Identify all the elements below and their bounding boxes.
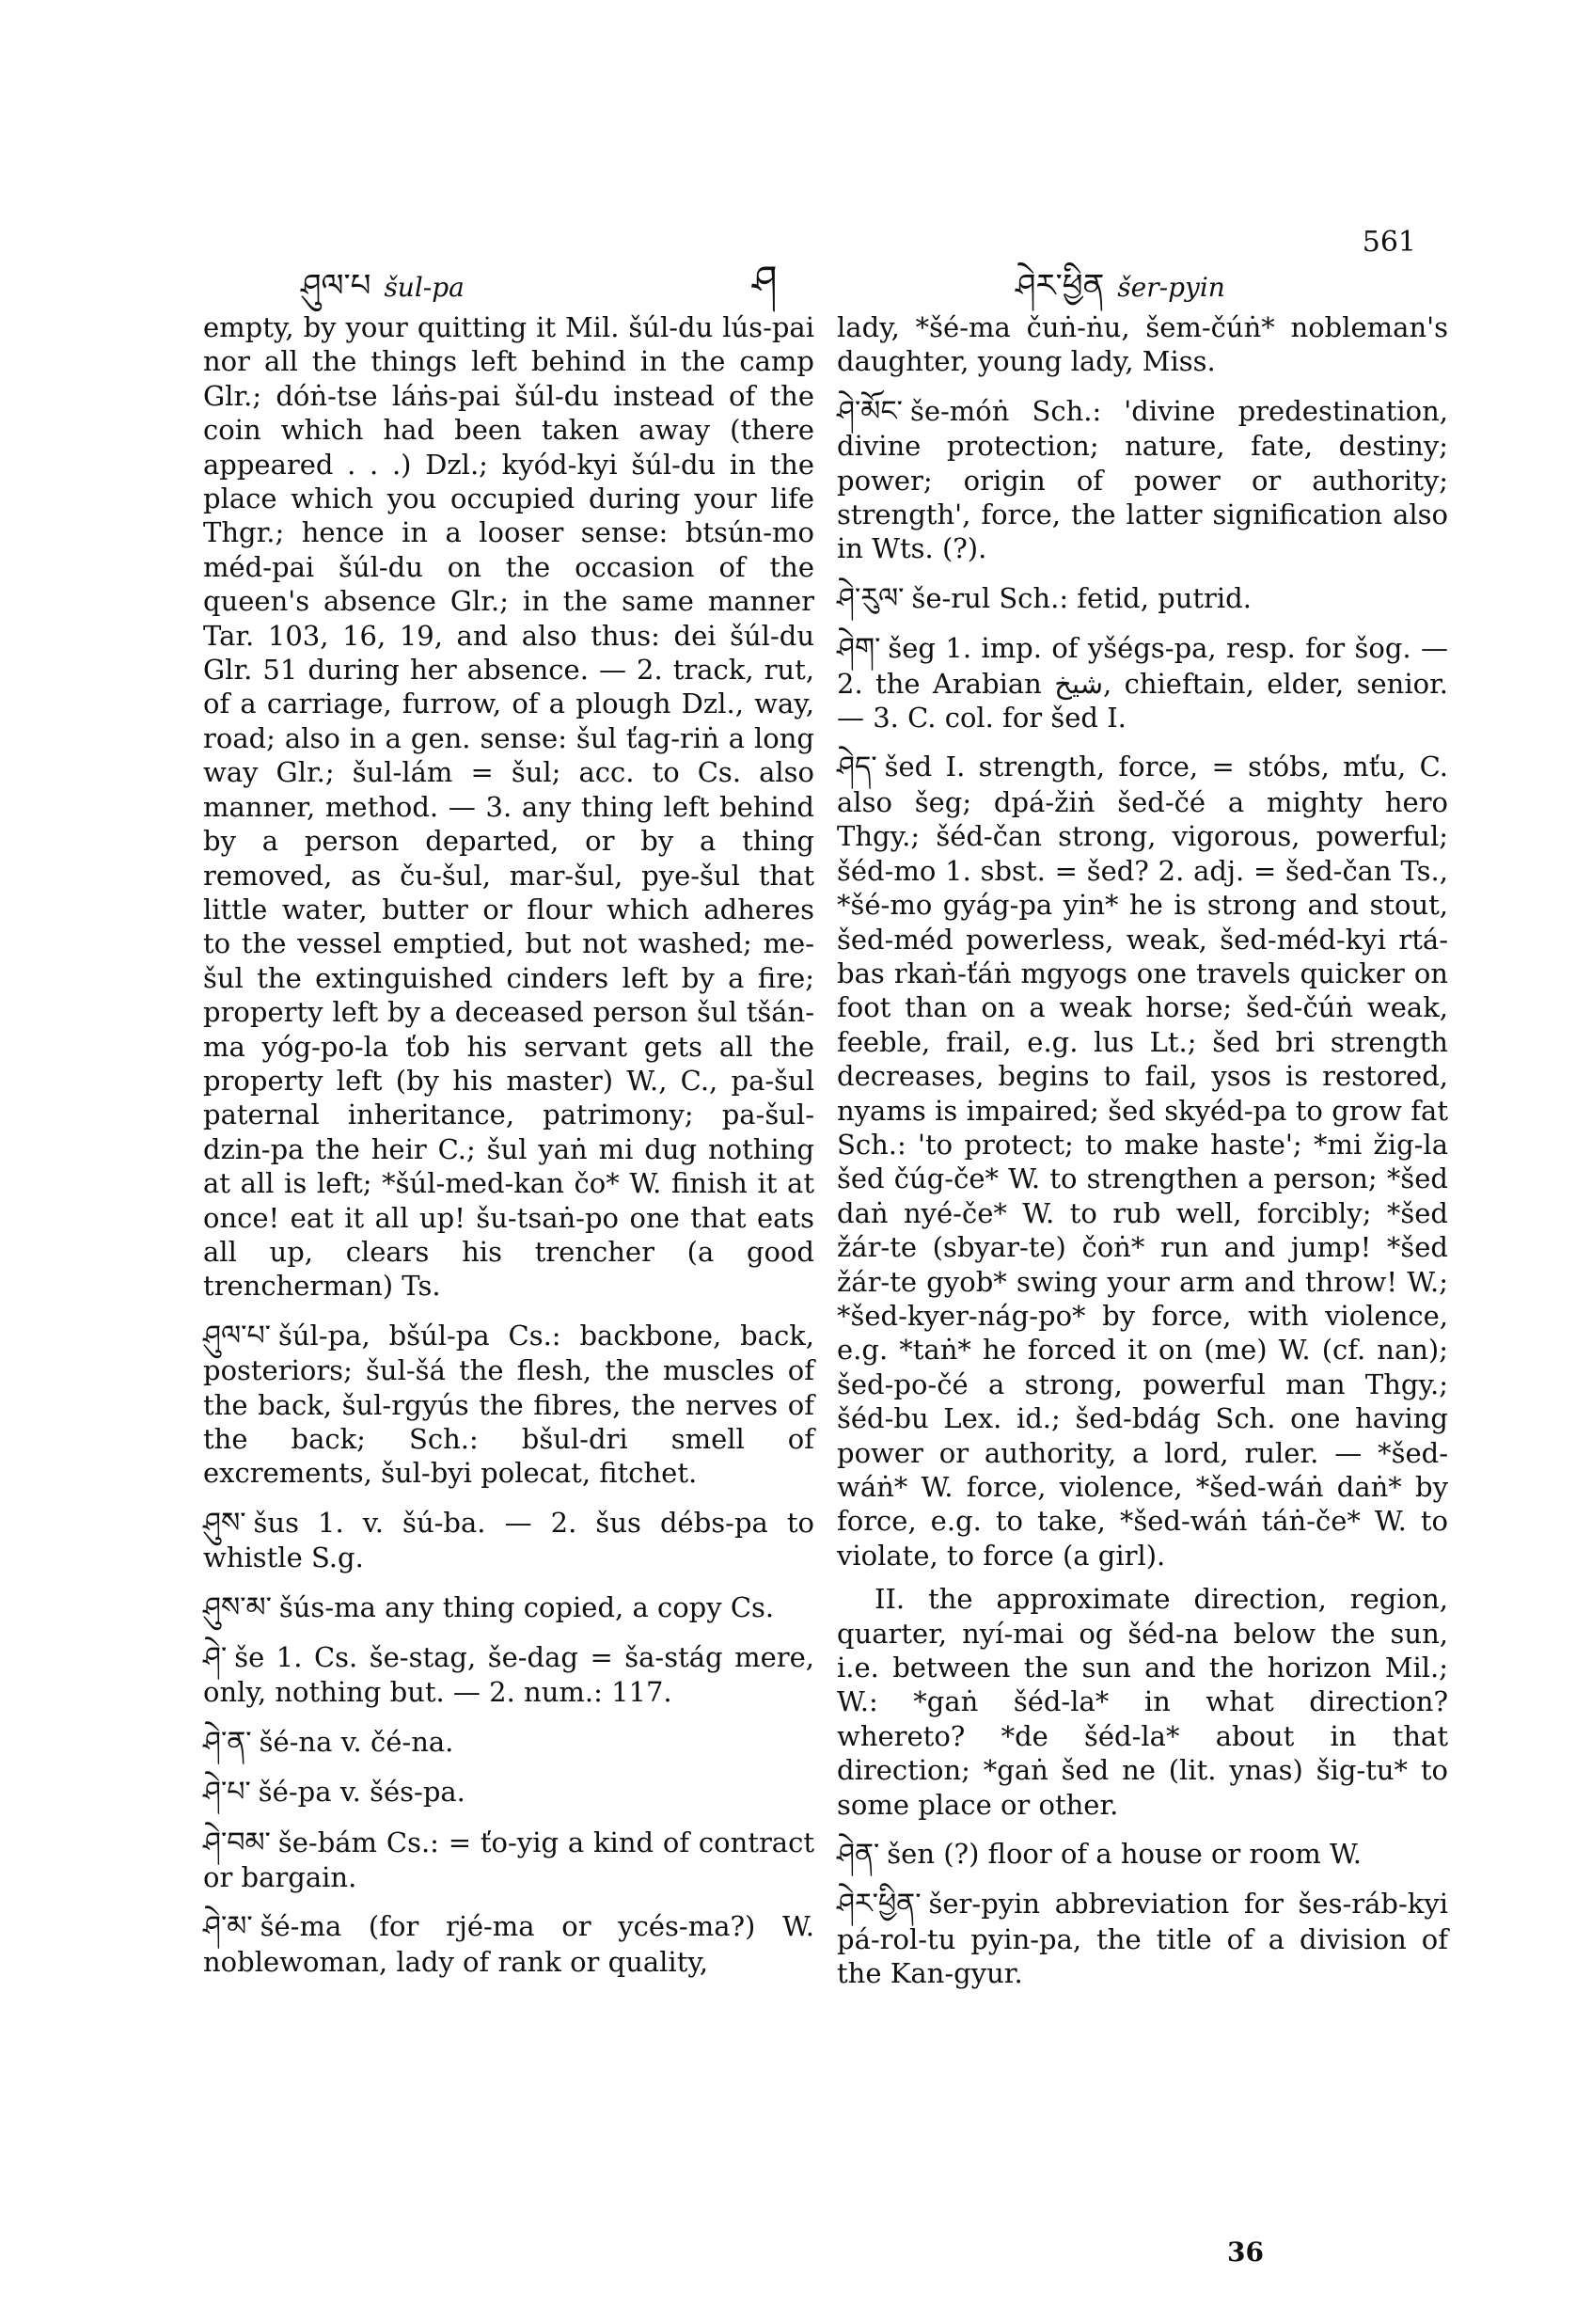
entry: [837, 750, 1448, 1573]
entry-text: še-móṅ Sch.: 'divine predestination, divine protection; nature, fate, destiny; power; origin of power or authority; strength', force, the latter signification also in Wts. (?).: [837, 394, 1448, 565]
right-column: [837, 310, 1448, 2000]
entry-text: II. the approximate direction, region, quarter, nyí-mai og šéd-na below the sun, i.e. between the sun and the horizon Mil.; W.: *gaṅ šéd-la* in what direction? whereto? *de šéd-la* about in that direction; *gaṅ šed ne (lit. ynas) šig-tu* to some place or other.: [837, 1583, 1448, 1821]
headword-tibetan: ཤེ་མ་: [203, 1910, 253, 1944]
entry: [837, 1582, 1448, 1822]
entry: [203, 1826, 814, 1895]
headword-tibetan: ཤེག་: [837, 632, 881, 666]
entry: [203, 1725, 814, 1760]
headword-tibetan: ཤེ་བམ་: [203, 1826, 271, 1859]
headword-tibetan: ཤུལ་པ་: [203, 1319, 271, 1352]
entry: [837, 631, 1448, 735]
entry: [837, 394, 1448, 566]
headword-tibetan: ཤེ་པ་: [203, 1776, 251, 1810]
entry: [203, 1506, 814, 1575]
entry: [203, 1640, 814, 1710]
running-head-letter: ཤ: [752, 257, 778, 303]
entry-text: šé-ma (for rjé-ma or ycés-ma?) W. noblewoman, lady of rank or quality,: [203, 1910, 814, 1978]
headword-tibetan: ཤེད་: [837, 751, 877, 784]
headword-tibetan: ཤུས་: [203, 1506, 246, 1540]
entry-text: šús-ma any thing copied, a copy Cs.: [278, 1590, 775, 1623]
headword-tibetan: ཤེ་ན་: [203, 1725, 252, 1759]
entry-text: empty, by your quitting it Mil. šúl-du lús-pai nor all the things left behind in the camp Glr.; dóṅ-tse láṅs-pai šúl-du instead of the coin which had been taken away (there appeared . . .) Dzl.; kyód-kyi šúl-du in the place which you occupied during your life Thgr.; hence in a looser sense: btsún-mo méd-pai šúl-du on the occasion of the queen's absence Glr.; in the same manner Tar. 103, 16, 19, and also thus: dei šúl-du Glr. 51 during her absence. — 2. track, rut, of a carriage, furrow, of a plough Dzl., way, road; also in a gen. sense: šul ťag-riṅ a long way Glr.; šul-lám = šul; acc. to Cs. also manner, method. — 3. any thing left behind by a person departed, or by a thing removed, as ču-šul, mar-šul, pye-šul that little water, butter or flour which adheres to the vessel emptied, but not washed; me-šul the extinguished cinders left by a fire; property left by a deceased person šul tšán-ma yóg-po-la ťob his servant gets all the property left (by his master) W., C., pa-šul paternal inheritance, patrimony; pa-šul-dzin-pa the heir C.; šul yaṅ mi dug nothing at all is left; *šúl-med-kan čo* W. finish it at once! eat it all up! šu-tsaṅ-po one that eats all up, clears his trencher (a good trencherman) Ts.: [203, 311, 814, 1303]
headword-tibetan: ཤེ་རུལ་: [837, 581, 905, 615]
running-head-left-word: šul-pa: [384, 272, 465, 303]
entry: [837, 310, 1448, 379]
entry-text: šed I. strength, force, = stóbs, mťu, C. also šeg; dpá-žiṅ šed-čé a mighty hero Thgy.; šéd-čan strong, vigorous, powerful; šéd-mo 1. sbst. = šed? 2. adj. = šed-čan Ts., *šé-mo gyág-pa yin* he is strong and stout, šed-méd powerless, weak, šed-méd-kyi rtá-bas rkaṅ-ťáṅ mgyogs one travels quicker on foot than on a weak horse; šed-čúṅ weak, feeble, frail, e.g. lus Lt.; šed bri strength decreases, begins to fail, ysos is restored, nyams is impaired; šed skyéd-pa to grow fat Sch.: 'to protect; to make haste'; *mi žig-la šed čúg-če* W. to strengthen a person; *šed daṅ nyé-če* W. to rub well, forcibly; *šed žár-te (sbyar-te) čoṅ* run and jump! *šed žár-te gyob* swing your arm and throw! W.; *šed-kyer-nág-po* by force, with violence, e.g. *taṅ* he forced it on (me) W. (cf. nan); šed-po-čé a strong, powerful man Thgy.; šéd-bu Lex. id.; šed-bdág Sch. one having power or authority, a lord, ruler. — *šed-wáṅ* W. force, violence, *šed-wáṅ daṅ* by force, e.g. to take, *šed-wáṅ táṅ-če* W. to violate, to force (a girl).: [837, 751, 1448, 1572]
running-head-right-tibetan: ཤེར་ཕྱིན: [1016, 267, 1105, 305]
entry-text: šus 1. v. šú-ba. — 2. šus débs-pa to whistle S.g.: [203, 1506, 814, 1574]
headword-tibetan: ཤེན་: [837, 1838, 880, 1872]
signature-number: 36: [1227, 2237, 1264, 2268]
entry-text: še 1. Cs. še-stag, še-dag = ša-stág mere, only, nothing but. — 2. num.: 117.: [203, 1641, 814, 1709]
entry-text: še-rul Sch.: fetid, putrid.: [911, 581, 1252, 614]
entry: [837, 581, 1448, 616]
left-column: [203, 310, 814, 1988]
entry-text: šer-pyin abbreviation for šes-ráb-kyi pá-rol-tu pyin-pa, the title of a division of the Kan-gyur.: [837, 1888, 1448, 1990]
entry: [837, 1837, 1448, 1872]
page-number: 561: [1362, 226, 1416, 259]
headword-tibetan: ཤེ་: [203, 1641, 228, 1675]
entry-text: šeg 1. imp. of yšégs-pa, resp. for šog. — 2. the Arabian شيخ, chieftain, elder, senior. — 3. C. col. for šed I.: [837, 632, 1448, 735]
entry: [203, 1909, 814, 1979]
headword-tibetan: ཤེ་མོང་: [837, 394, 903, 428]
entry-text: šen (?) floor of a house or room W.: [887, 1838, 1362, 1871]
entry: [203, 1775, 814, 1810]
entry-text: še-bám Cs.: = ťo-yig a kind of contract or bargain.: [203, 1826, 814, 1894]
entry: [203, 1590, 814, 1625]
entry: [837, 1887, 1448, 1990]
entry: [203, 310, 814, 1304]
entry-text: šé-na v. čé-na.: [259, 1725, 454, 1758]
headword-tibetan: ཤེར་ཕྱིན་: [837, 1888, 922, 1921]
headword-tibetan: ཤུས་མ་: [203, 1590, 272, 1624]
entry-text: šé-pa v. šés-pa.: [258, 1776, 465, 1809]
entry-text: lady, *šé-ma čuṅ-ṅu, šem-čúṅ* nobleman's daughter, young lady, Miss.: [837, 311, 1448, 378]
entry: [203, 1319, 814, 1491]
running-head-left-tibetan: ཤུལ་པ: [301, 267, 371, 305]
entry-text: šúl-pa, bšúl-pa Cs.: backbone, back, posteriors; šul-šá the flesh, the muscles of the back, šul-rgyús the fibres, the nerves of the back; Sch.: bšul-dri smell of excrements, šul-byi polecat, fitchet.: [203, 1319, 814, 1490]
running-head-right-word: šer-pyin: [1117, 272, 1225, 303]
